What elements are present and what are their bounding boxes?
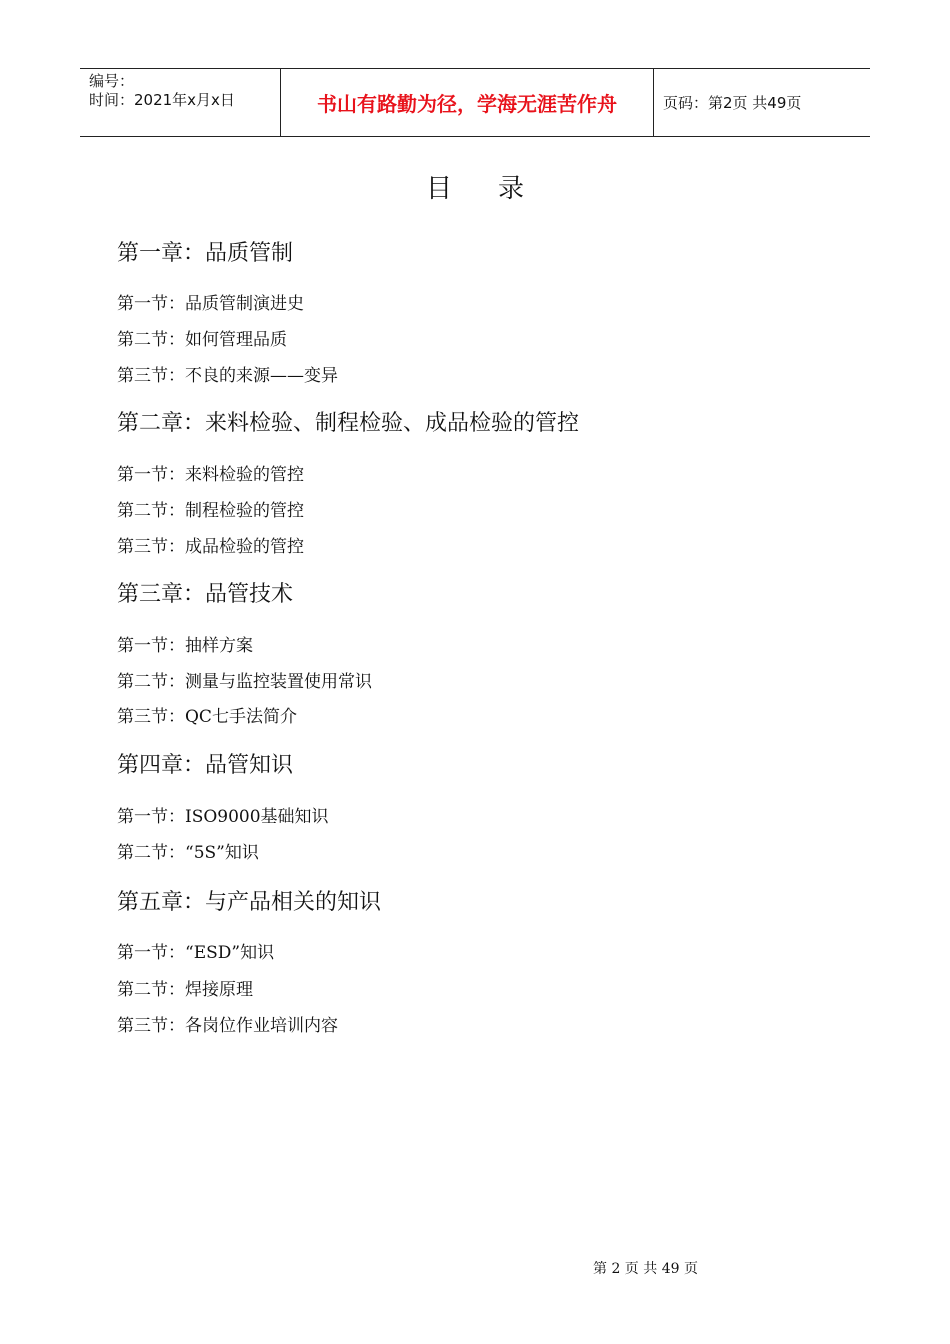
chapter-5-section-1[interactable]: 第一节：“ESD”知识 (117, 943, 275, 963)
header-page-info: 页码：第2页 共49页 (663, 94, 802, 112)
chapter-3-section-2[interactable]: 第二节：测量与监控装置使用常识 (117, 672, 372, 692)
chapter-4-section-1[interactable]: 第一节：ISO9000基础知识 (117, 807, 329, 827)
chapter-2-section-2[interactable]: 第二节：制程检验的管控 (117, 501, 304, 521)
chapter-1-section-2[interactable]: 第二节：如何管理品质 (117, 330, 287, 350)
chapter-3-title[interactable]: 第三章：品管技术 (117, 582, 294, 607)
header-meta-cell (80, 69, 281, 136)
chapter-2-section-1[interactable]: 第一节：来料检验的管控 (117, 465, 304, 485)
chapter-4-section-2[interactable]: 第二节：“5S”知识 (117, 843, 259, 863)
chapter-4-title[interactable]: 第四章：品管知识 (117, 753, 294, 778)
chapter-1-section-3[interactable]: 第三节：不良的来源——变异 (117, 366, 338, 386)
document-header (80, 68, 870, 137)
toc-title-char-2: 录 (498, 174, 525, 204)
toc-title (0, 168, 950, 205)
chapter-3-section-3[interactable]: 第三节：QC七手法简介 (117, 707, 297, 727)
chapter-5-section-3[interactable]: 第三节：各岗位作业培训内容 (117, 1016, 338, 1036)
toc-title-char-1: 目 (425, 174, 452, 204)
chapter-5-section-2[interactable]: 第二节：焊接原理 (117, 980, 253, 1000)
chapter-1-title[interactable]: 第一章：品质管制 (117, 241, 294, 266)
header-motto: 书山有路勤为径，学海无涯苦作舟 (281, 69, 654, 136)
chapter-2-section-3[interactable]: 第三节：成品检验的管控 (117, 537, 304, 557)
date-label: 时间：2021年x月x日 (89, 91, 235, 109)
chapter-3-section-1[interactable]: 第一节：抽样方案 (117, 636, 253, 656)
footer-page-number: 第 2 页 共 49 页 (593, 1261, 698, 1277)
serial-number-label: 编号： (89, 72, 135, 90)
chapter-5-title[interactable]: 第五章：与产品相关的知识 (117, 890, 382, 915)
chapter-1-section-1[interactable]: 第一节：品质管制演进史 (117, 294, 304, 314)
chapter-2-title[interactable]: 第二章：来料检验、制程检验、成品检验的管控 (117, 411, 580, 436)
